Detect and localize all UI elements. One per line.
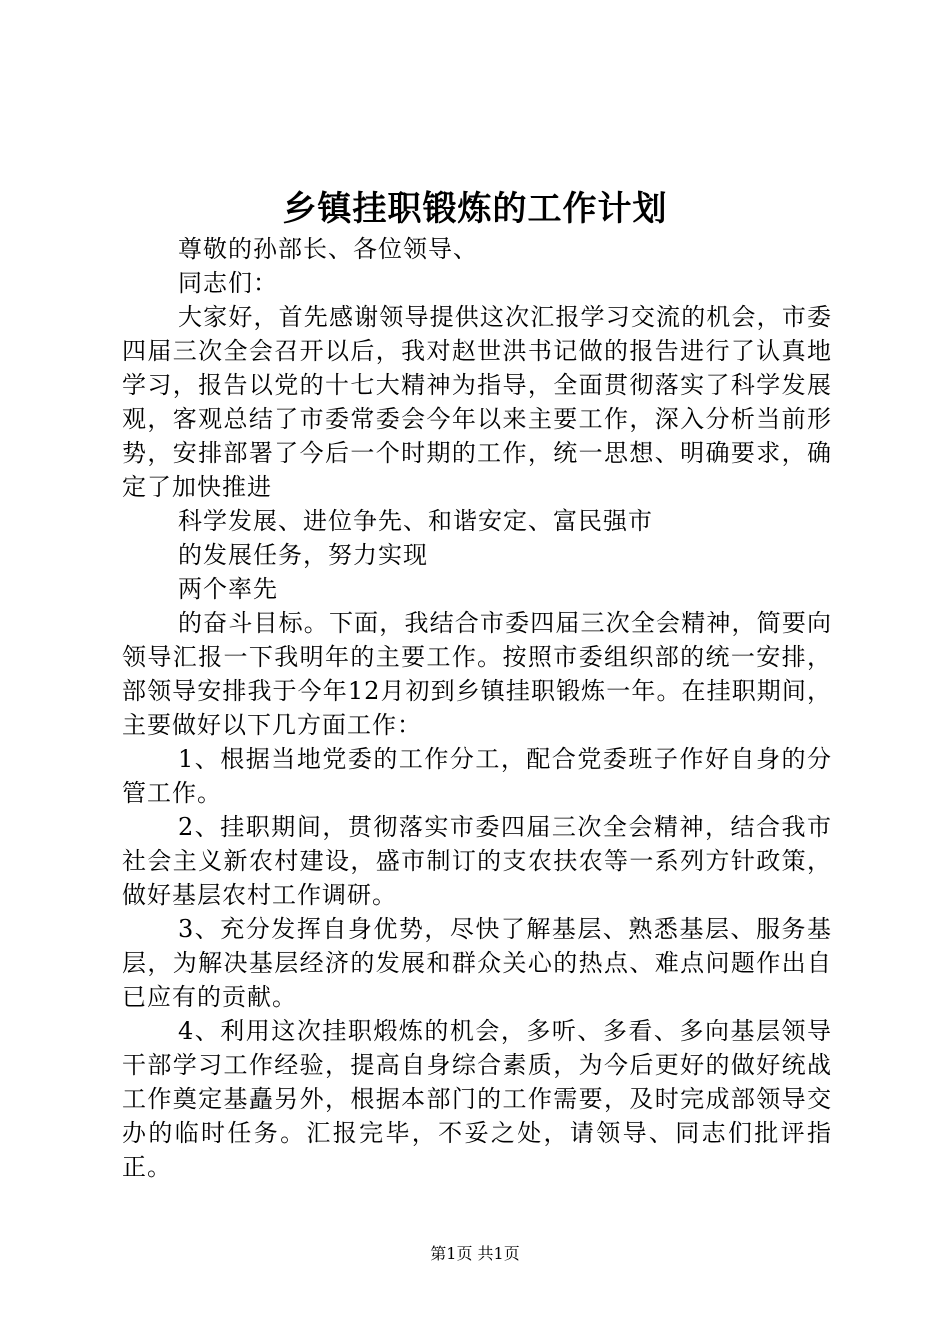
- salutation-line-2: 同志们：: [178, 269, 278, 297]
- document-title: 乡镇挂职锻炼的工作计划: [282, 189, 668, 229]
- paragraph-slogan: 科学发展、进位争先、和谐安定、富民强市: [178, 507, 653, 535]
- list-item-1: 1、根据当地党委的工作分工，配合党委班子作好自身的分管工作。: [122, 745, 832, 807]
- document-body: [122, 232, 832, 1184]
- page-footer: 第1页 共1页: [430, 1244, 520, 1263]
- paragraph-goal: 两个率先: [178, 575, 278, 603]
- list-item-2: 2、挂职期间，贯彻落实市委四届三次全会精神，结合我市社会主义新农村建设，盛市制订的支农扶农等一系列方针政策，做好基层农村工作调研。: [122, 813, 832, 909]
- list-item-4: 4、利用这次挂职煅炼的机会，多听、多看、多向基层领导干部学习工作经验，提高自身综合素质，为今后更好的做好统战工作奠定基矗另外，根据本部门的工作需要，及时完成部领导交办的临时任务。汇报完毕，不妥之处，请领导、同志们批评指正。: [122, 1017, 832, 1181]
- list-item-3: 3、充分发挥自身优势，尽快了解基层、熟悉基层、服务基层，为解决基层经济的发展和群众关心的热点、难点问题作出自已应有的贡献。: [122, 915, 832, 1011]
- paragraph-intro: 大家好，首先感谢领导提供这次汇报学习交流的机会，市委四届三次全会召开以后，我对赵世洪书记做的报告进行了认真地学习，报告以党的十七大精神为指导，全面贯彻落实了科学发展观，客观总结了市委常委会今年以来主要工作，深入分析当前形势，安排部署了今后一个时期的工作，统一思想、明确要求，确定了加快推进: [122, 303, 832, 501]
- paragraph-plan: 的奋斗目标。下面，我结合市委四届三次全会精神，简要向领导汇报一下我明年的主要工作。按照市委组织部的统一安排，部领导安排我于今年12月初到乡镇挂职锻炼一年。在挂职期间，主要做好以下几方面工作：: [122, 609, 832, 739]
- paragraph-task: 的发展任务，努力实现: [178, 541, 428, 569]
- salutation-line-1: 尊敬的孙部长、各位领导、: [178, 235, 478, 263]
